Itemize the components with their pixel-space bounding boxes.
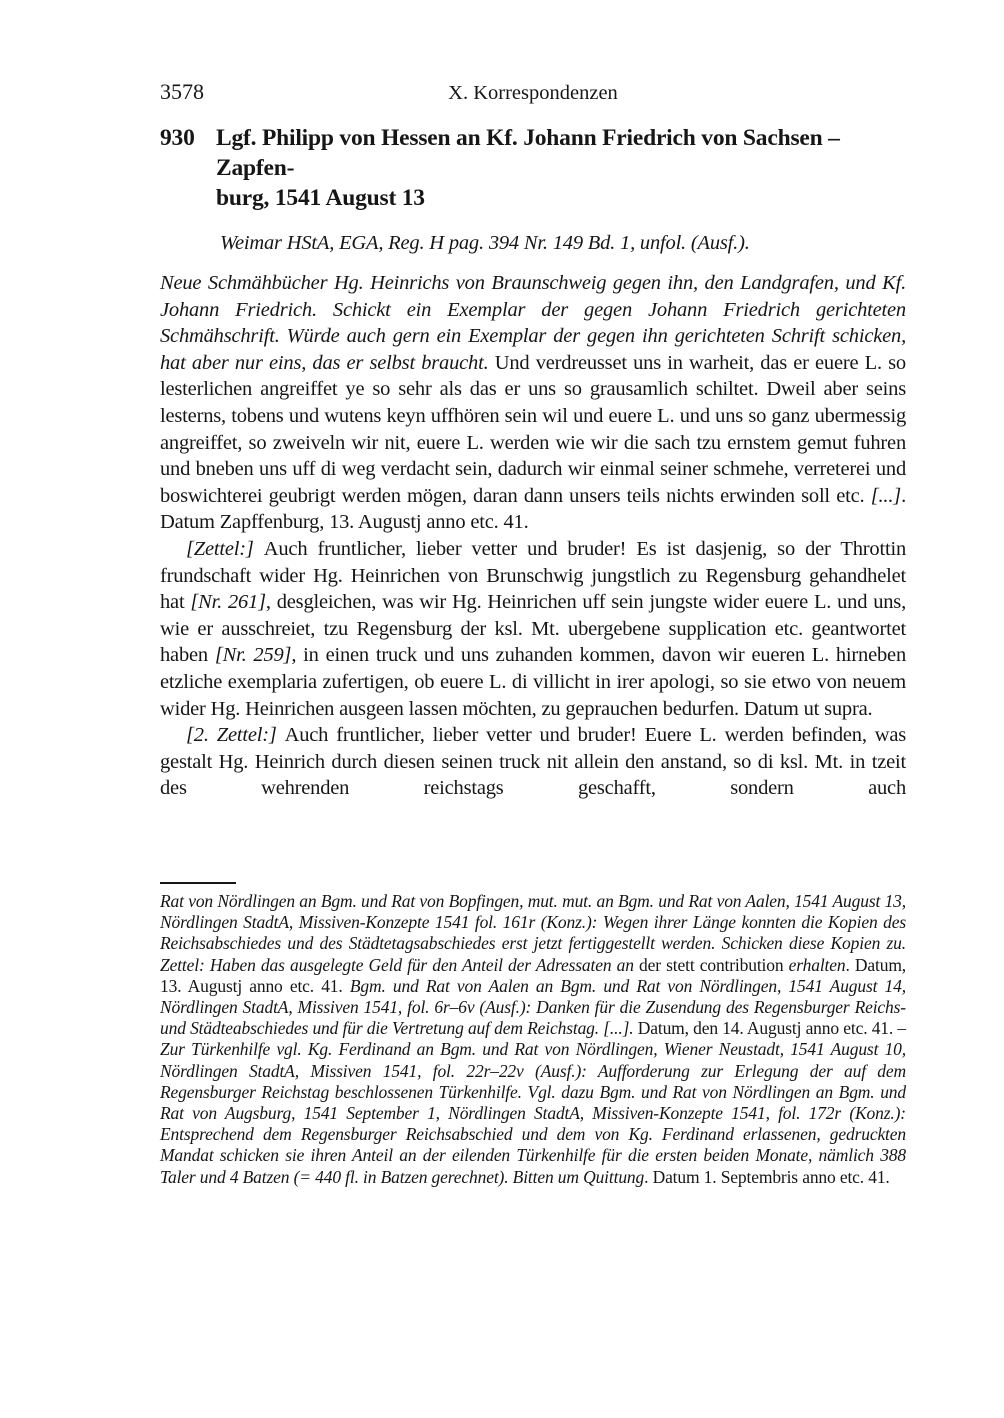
page-number: 3578: [160, 79, 204, 104]
paragraph-zettel: [Zettel:] Auch fruntlicher, lieber vetter und bruder! Es ist dasjenig, so der Throttin frundschaft wider Hg. Heinrichen von Brunschwig jungstlich zu Regensburg gehandhelet hat [Nr. 261], desgleichen, was wir Hg. Heinrichen uff sein jungste wider euere L. und uns, wie er ausschreiet, tzu Regensburg der ksl. Mt. ubergebene supplication etc. geantwortet haben [Nr. 259], in einen truck und uns zuhanden kommen, davon wir eueren L. hirneben etzliche exemplaria zufertigen, ob euere L. di villicht in irer apologi, so sie etwo von neuem wider Hg. Heinrichen ausgeen lassen möchten, zu geprauchen bedurfen. Datum ut supra.: [160, 537, 907, 720]
entry-title-line-2: burg, 1541 August 13: [216, 185, 425, 211]
paragraph-zettel-2: [2. Zettel:] Auch fruntlicher, lieber vetter und bruder! Euere L. werden befinden, was gestalt Hg. Heinrich durch diesen seinen truck nit allein den anstand, so di ksl. Mt. in tzeit des wehrenden reichstags geschafft, sondern auch: [160, 724, 907, 800]
letter-body: [160, 270, 906, 802]
footnote-separator-rule: [160, 882, 236, 884]
page-header: [160, 78, 906, 108]
footnote-text: Rat von Nördlingen an Bgm. und Rat von Bopfingen, mut. mut. an Bgm. und Rat von Aalen, 1541 August 13, Nördlingen StadtA, Missiven-Konzepte 1541 fol. 161r (Konz.): Wegen ihrer Länge konnten die Kopien des Reichsabschiedes und des Städtetagsabschiedes erst jetzt fertiggestellt werden. Schicken diese Kopien zu. Zettel: Haben das ausgelegte Geld für den Anteil der Adressaten an der stett contribution erhalten. Datum, 13. Augustj anno etc. 41. Bgm. und Rat von Aalen an Bgm. und Rat von Nördlingen, 1541 August 14, Nördlingen StadtA, Missiven 1541, fol. 6r–6v (Ausf.): Danken für die Zusendung des Regensburger Reichs- und Städteabschiedes und für die Vertretung auf dem Reichstag. [...]. Datum, den 14. Augustj anno etc. 41. – Zur Türkenhilfe vgl. Kg. Ferdinand an Bgm. und Rat von Nördlingen, Wiener Neustadt, 1541 August 10, Nördlingen StadtA, Missiven 1541, fol. 22r–22v (Ausf.): Aufforderung zur Erlegung der auf dem Regensburger Reichstag beschlossenen Türkenhilfe. Vgl. dazu Bgm. und Rat von Nördlingen an Bgm. und Rat von Augsburg, 1541 September 1, Nördlingen StadtA, Missiven-Konzepte 1541, fol. 172r (Konz.): Entsprechend dem Regensburger Reichsabschied und dem von Kg. Ferdinand erlassenen, gedruckten Mandat schicken sie ihren Anteil an der eilenden Türkenhilfe für die ersten beiden Monate, nämlich 388 Taler und 4 Batzen (= 440 fl. in Batzen gerechnet). Bitten um Quittung. Datum 1. Septembris anno etc. 41.: [160, 891, 907, 1187]
footnote-area: [160, 882, 906, 1188]
entry-number: 930: [160, 125, 195, 151]
entry-title: [216, 123, 906, 213]
running-head: X. Korrespondenzen: [448, 82, 618, 104]
paragraph-summary-and-letter: Neue Schmähbücher Hg. Heinrichs von Braunschweig gegen ihn, den Landgrafen, und Kf. Johann Friedrich. Schickt ein Exemplar der gegen Johann Friedrich gerichteten Schmähschrift. Würde auch gern ein Exemplar der gegen ihn gerichteten Schrift schicken, hat aber nur eins, das er selbst braucht. Und verdreusset uns in warheit, das er euere L. so lesterlichen angreiffet ye so sehr als das er uns so grausamlich schiltet. Dweil aber seins lesterns, tobens und wutens keyn uffhören sein wil und euere L. und uns so ganz ubermessig angreiffet, so zweiveln wir nit, euere L. werden wie wir die sach tzu ernstem gemut fuhren und bneben uns uff di weg verdacht sein, dadurch wir einmal seiner schmehe, verreterei und boswichterei geubrigt werden mögen, daran dann unsers teils nichts erwinden soll etc. [...]. Datum Zapffenburg, 13. Augustj anno etc. 41.: [160, 272, 906, 534]
archival-source: Weimar HStA, EGA, Reg. H pag. 394 Nr. 149 Bd. 1, unfol. (Ausf.).: [220, 232, 750, 254]
text-block: [160, 78, 907, 1187]
entry-title-line-1: Lgf. Philipp von Hessen an Kf. Johann Friedrich von Sachsen – Zapfen-: [216, 125, 840, 181]
entry-heading: [160, 123, 906, 213]
